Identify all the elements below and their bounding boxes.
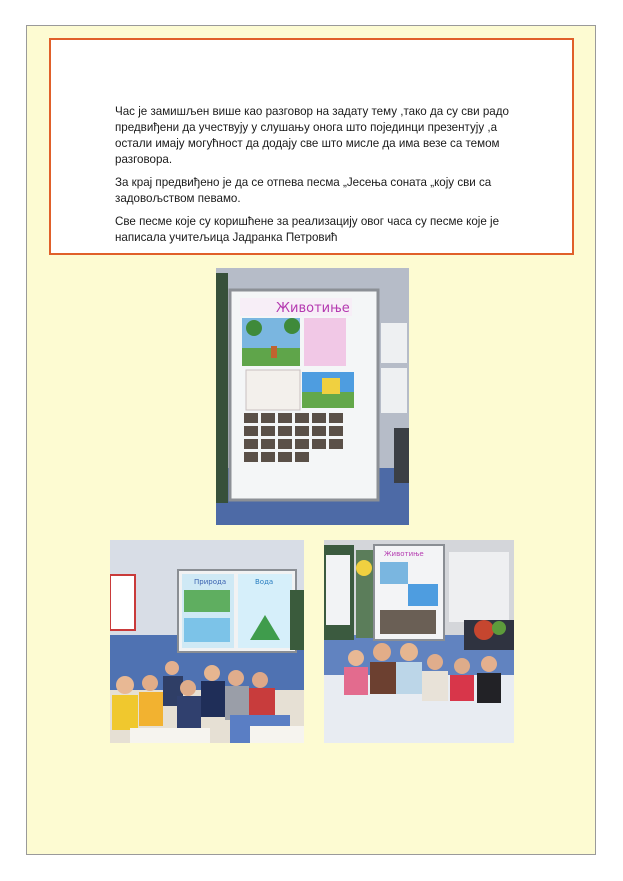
board-title-left: Природа bbox=[194, 578, 227, 586]
photo-girls-group-image bbox=[324, 540, 514, 743]
photo-girls-group bbox=[324, 540, 514, 743]
paragraph-2: За крај предвиђено је да се отпева песма „Јесења соната „коју сви са задовољством певамо. bbox=[115, 176, 492, 205]
paragraph-1: Час је замишљен више као разговор на задату тему ,тако да су сви радо предвиђени да учествују у слушању онога што појединци презентују ,а остали имају могућност да додају све што мисле да има везе са темом разговора. bbox=[115, 105, 509, 166]
photo-classroom-poster bbox=[216, 268, 409, 525]
paragraph-3: Све песме које су коришћене за реализацију овог часа су песме које је написала учитељица Јадранка Петровић bbox=[115, 215, 500, 244]
text-box bbox=[49, 38, 574, 255]
photo-boys-group bbox=[110, 540, 304, 743]
poster-title-small: Животиње bbox=[384, 550, 424, 558]
photo-classroom-poster-image bbox=[216, 268, 409, 525]
board-title-right: Вода bbox=[255, 578, 274, 586]
text-box-content bbox=[115, 104, 535, 253]
photo-boys-group-image bbox=[110, 540, 304, 743]
poster-title: Животиње bbox=[276, 301, 350, 316]
